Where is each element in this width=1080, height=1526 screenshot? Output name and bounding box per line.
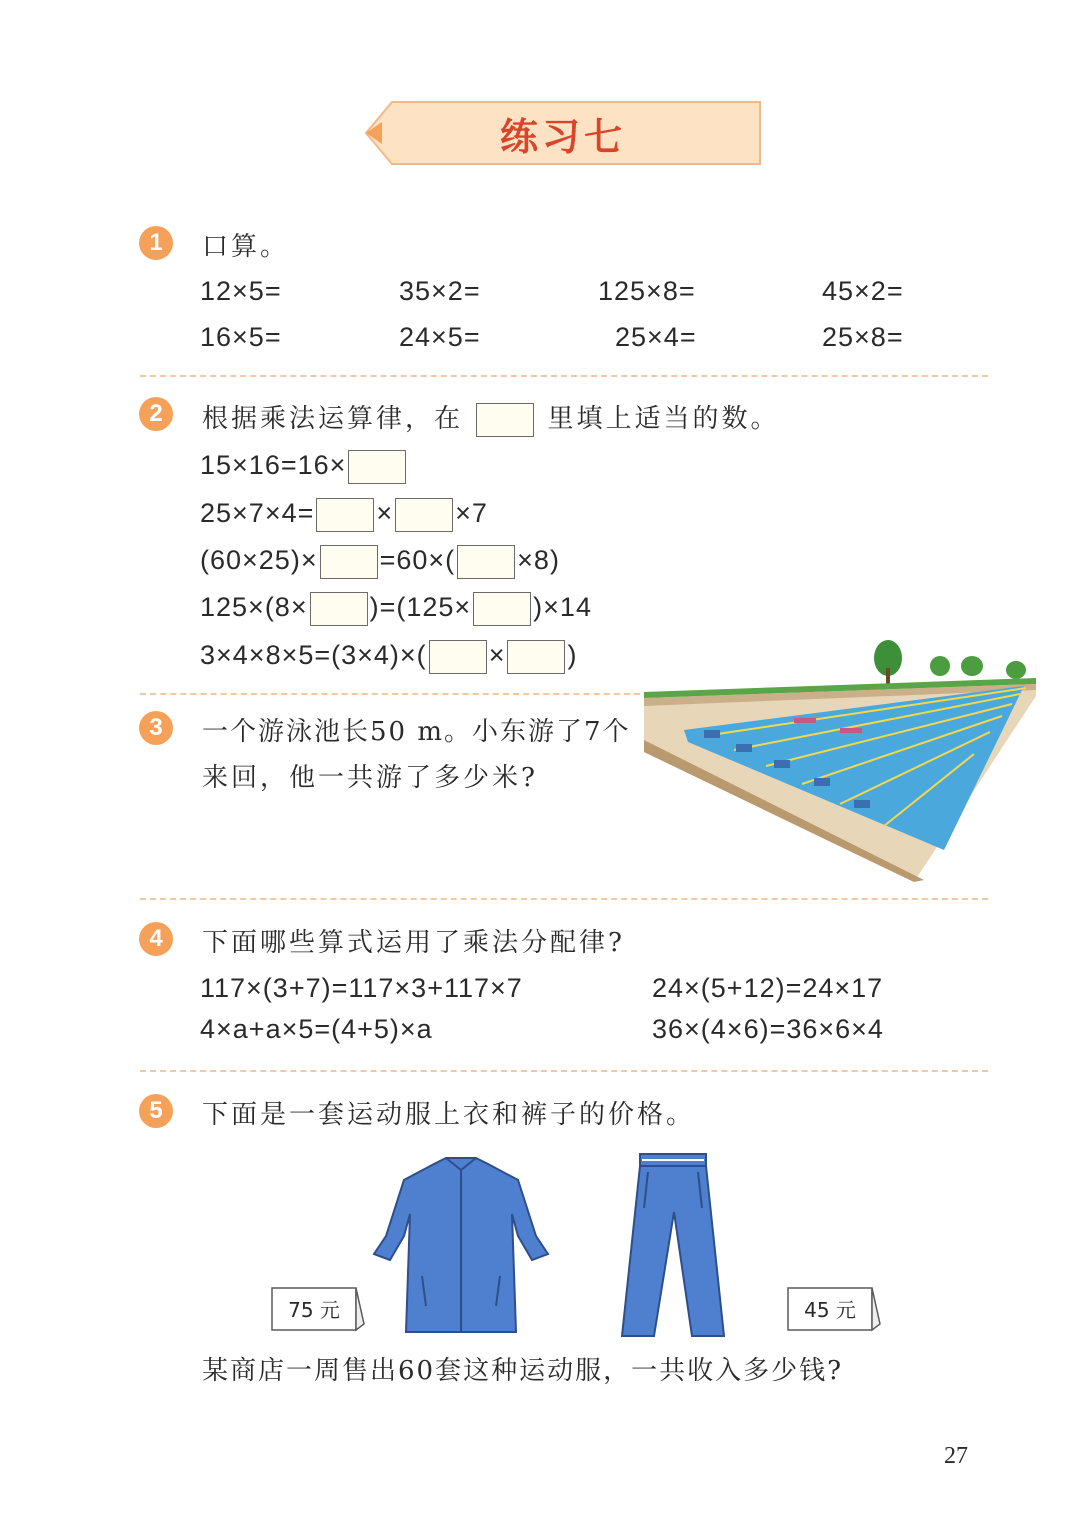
q4-expr-1: 117×(3+7)=117×3+117×7 bbox=[200, 973, 523, 1003]
q4-expr-2: 24×(5+12)=24×17 bbox=[652, 973, 884, 1003]
answer-box[interactable] bbox=[473, 592, 531, 626]
q2-line-2-text-c: ×7 bbox=[455, 498, 488, 529]
swimming-pool-illustration bbox=[644, 632, 1036, 884]
q1-expr-7: 25×4= bbox=[615, 322, 697, 352]
q1-prompt: 口算。 bbox=[202, 232, 290, 262]
q1-expr-8: 25×8= bbox=[822, 322, 904, 352]
q2-line-2-text-a: 25×7×4= bbox=[200, 498, 315, 529]
divider bbox=[140, 693, 640, 695]
answer-box[interactable] bbox=[395, 498, 453, 532]
page-number: 27 bbox=[944, 1443, 968, 1469]
sample-answer-box bbox=[476, 403, 534, 437]
q2-line-5 bbox=[200, 640, 577, 674]
q2-line-3-text-b: =60×( bbox=[379, 545, 456, 576]
q2-line-3 bbox=[200, 545, 560, 579]
q2-line-1-text: 15×16=16× bbox=[200, 450, 347, 481]
q2-line-3-text-c: ×8) bbox=[517, 545, 560, 576]
q1-expr-4: 45×2= bbox=[822, 276, 904, 306]
q4-expr-4: 36×(4×6)=36×6×4 bbox=[652, 1014, 884, 1044]
question-number-3: 3 bbox=[139, 711, 173, 745]
q2-line-5-text-a: 3×4×8×5=(3×4)×( bbox=[200, 640, 427, 671]
pants-icon bbox=[618, 1152, 728, 1338]
q5-prompt: 下面是一套运动服上衣和裤子的价格。 bbox=[202, 1100, 696, 1130]
pants-price: 45 元 bbox=[804, 1298, 856, 1322]
q2-line-4 bbox=[200, 592, 592, 626]
q2-line-4-text-a: 125×(8× bbox=[200, 592, 308, 623]
q2-line-2 bbox=[200, 498, 488, 532]
q3-line-2: 来回，他一共游了多少米? bbox=[202, 763, 538, 793]
q2-prompt-post: 里填上适当的数。 bbox=[547, 404, 780, 434]
jacket-icon bbox=[372, 1156, 550, 1336]
title-banner bbox=[362, 98, 764, 168]
question-number-5: 5 bbox=[139, 1094, 173, 1128]
pants-price-tag bbox=[786, 1284, 876, 1328]
answer-box[interactable] bbox=[320, 545, 378, 579]
q2-line-4-text-b: )=(125× bbox=[369, 592, 472, 623]
divider bbox=[140, 1070, 988, 1072]
answer-box[interactable] bbox=[348, 450, 406, 484]
answer-box[interactable] bbox=[429, 640, 487, 674]
question-number-4: 4 bbox=[139, 922, 173, 956]
q1-expr-1: 12×5= bbox=[200, 276, 282, 306]
divider bbox=[140, 898, 988, 900]
q4-prompt: 下面哪些算式运用了乘法分配律? bbox=[202, 928, 625, 958]
q2-prompt-pre: 根据乘法运算律，在 bbox=[202, 404, 464, 434]
answer-box[interactable] bbox=[457, 545, 515, 579]
q1-expr-6: 24×5= bbox=[399, 322, 481, 352]
q2-line-4-text-c: )×14 bbox=[533, 592, 592, 623]
page-title: 练习七 bbox=[499, 114, 626, 159]
q2-prompt bbox=[202, 398, 780, 437]
answer-box[interactable] bbox=[316, 498, 374, 532]
q1-expr-5: 16×5= bbox=[200, 322, 282, 352]
question-number-1: 1 bbox=[139, 226, 173, 260]
q4-expr-3: 4×a+a×5=(4+5)×a bbox=[200, 1014, 433, 1044]
q2-line-5-text-c: ) bbox=[567, 640, 578, 671]
q2-line-2-text-b: × bbox=[376, 498, 394, 529]
q2-line-1 bbox=[200, 450, 408, 484]
q1-expr-3: 125×8= bbox=[598, 276, 696, 306]
q5-question: 某商店一周售出60套这种运动服，一共收入多少钱? bbox=[202, 1356, 844, 1386]
question-number-2: 2 bbox=[139, 397, 173, 431]
answer-box[interactable] bbox=[507, 640, 565, 674]
q2-line-5-text-b: × bbox=[488, 640, 506, 671]
q1-expr-2: 35×2= bbox=[399, 276, 481, 306]
jacket-price-tag bbox=[270, 1284, 360, 1328]
answer-box[interactable] bbox=[310, 592, 368, 626]
q3-line-1: 一个游泳池长50 m。小东游了7个 bbox=[202, 717, 631, 747]
q2-line-3-text-a: (60×25)× bbox=[200, 545, 318, 576]
jacket-price: 75 元 bbox=[288, 1298, 340, 1322]
divider bbox=[140, 375, 988, 377]
